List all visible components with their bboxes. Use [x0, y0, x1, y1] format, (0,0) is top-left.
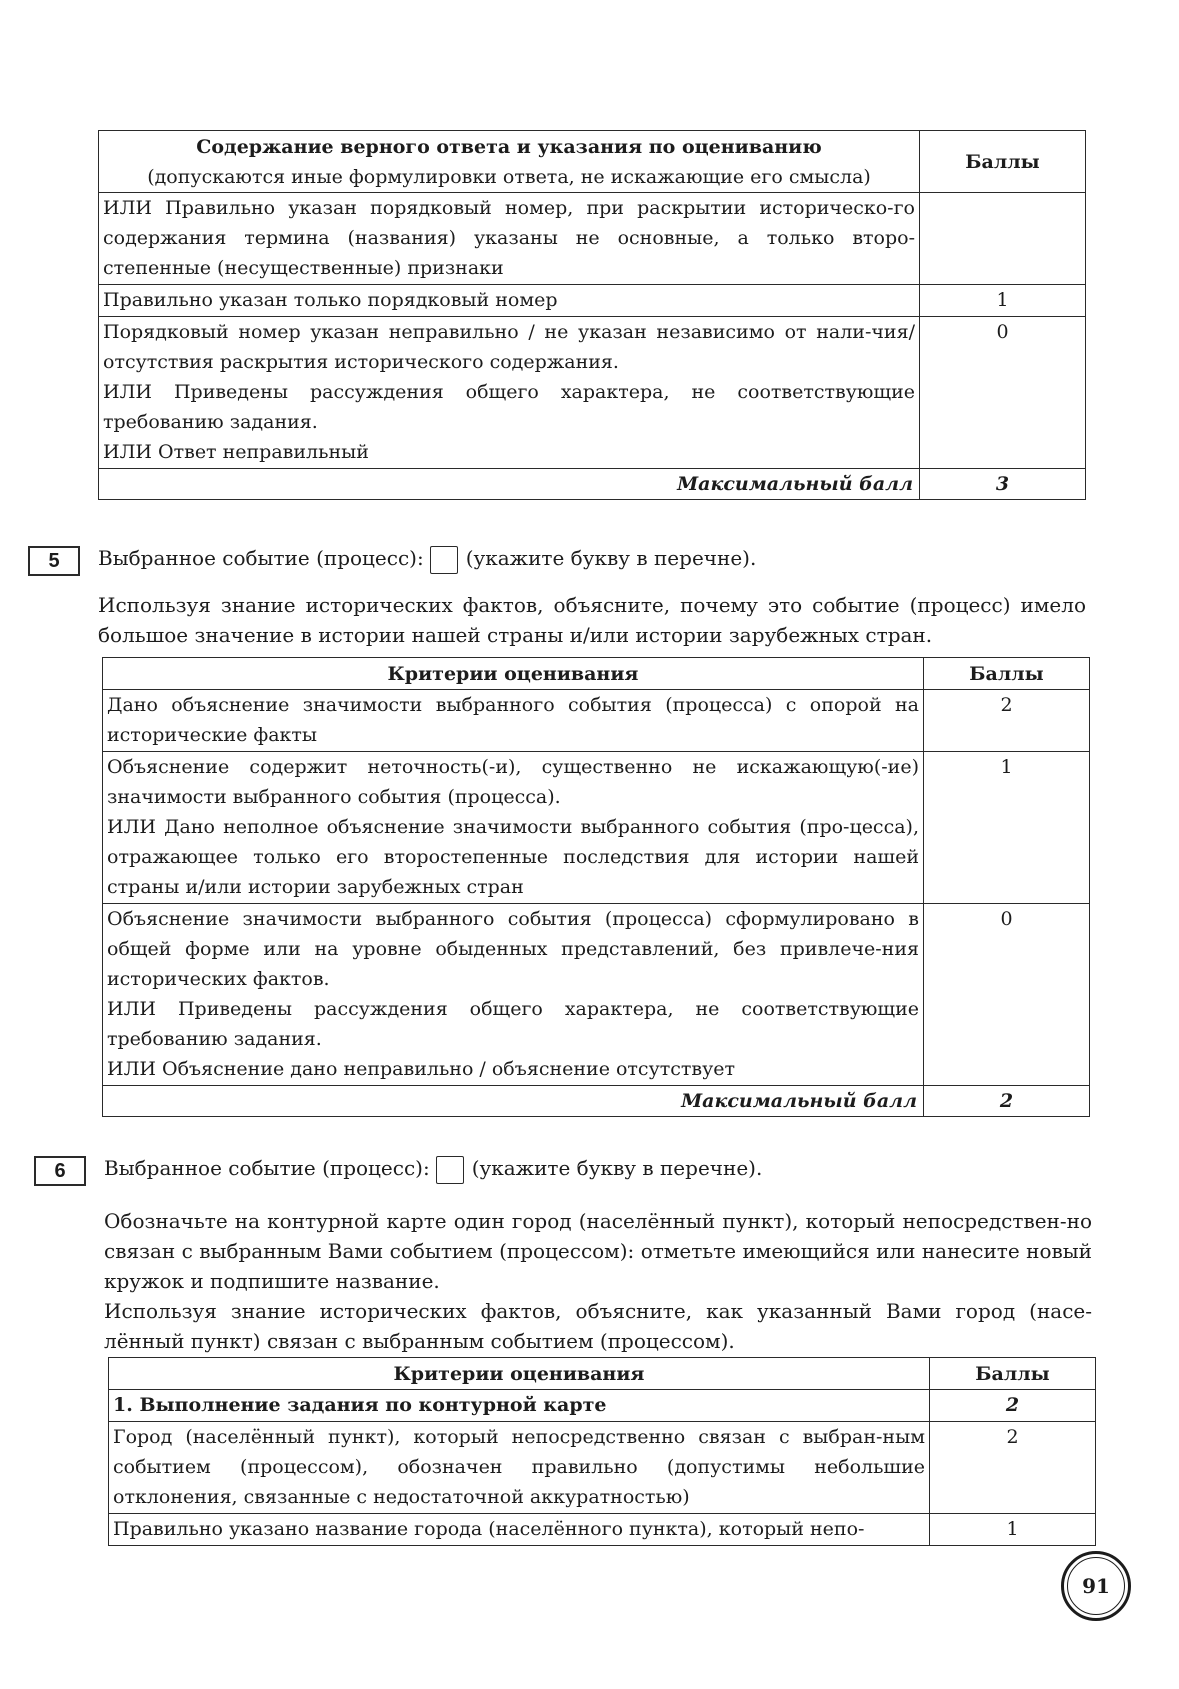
- criterion-score: 0: [920, 317, 1086, 469]
- criterion-score: 1: [920, 285, 1086, 317]
- table-row: [109, 1514, 1096, 1546]
- table-header-row: [103, 658, 1090, 690]
- page-number-badge: [1061, 1551, 1131, 1621]
- scoring-table-task4: [98, 130, 1086, 500]
- page-number: 91: [1082, 1574, 1110, 1598]
- content-header-title: Содержание верного ответа и указания по оцениванию: [196, 135, 822, 158]
- score-header-cell: Баллы: [924, 658, 1090, 690]
- criterion-line: ИЛИ Объяснение дано неправильно / объяснение отсутствует: [107, 1058, 736, 1080]
- content-header-subtitle: (допускаются иные формулировки ответа, не искажающие его смысла): [147, 165, 871, 188]
- task6-selection-label: Выбранное событие (процесс):: [104, 1156, 430, 1180]
- task5-selection-line: [98, 544, 756, 574]
- task6-instruction-map: Обозначьте на контурной карте один город (населённый пункт), который непосредствен-но связан с выбранным Вами событием (процессом): отметьте имеющийся или нанесите новый кружок и подпишите название.: [104, 1209, 1092, 1293]
- criterion-score: 1: [924, 752, 1090, 904]
- criterion-text: ИЛИ Правильно указан порядковый номер, при раскрытии историческо-го содержания термина (названия) указаны не основные, а только второ-степенные (несущественные) признаки: [99, 193, 920, 285]
- section-score: 2: [930, 1390, 1096, 1422]
- criterion-text: [103, 752, 924, 904]
- table-row: [103, 690, 1090, 752]
- criterion-score: 2: [924, 690, 1090, 752]
- task5-selection-hint: (укажите букву в перечне).: [465, 546, 757, 570]
- criterion-text: [99, 317, 920, 469]
- criteria-header-cell: Критерии оценивания: [103, 658, 924, 690]
- task-number-6: 6: [34, 1156, 86, 1186]
- content-header-cell: [99, 131, 920, 193]
- criterion-score: 1: [930, 1514, 1096, 1546]
- criterion-line: ИЛИ Дано неполное объяснение значимости выбранного события (про-цесса), отражающее только его второстепенные последствия для истории нашей страны и/или истории зарубежных стран: [107, 816, 919, 898]
- criterion-text: Правильно указано название города (населённого пункта), который непо-: [109, 1514, 930, 1546]
- max-score-value: 2: [924, 1086, 1090, 1117]
- table-header-row: [109, 1358, 1096, 1390]
- table-row: [103, 904, 1090, 1086]
- criterion-line: Дано объяснение значимости выбранного события (процесса) с опорой на исторические факты: [107, 694, 919, 746]
- score-header-cell: Баллы: [930, 1358, 1096, 1390]
- section-row: [109, 1390, 1096, 1422]
- criterion-line: Объяснение содержит неточность(-и), существенно не искажающую(-ие) значимости выбранного события (процесса).: [107, 756, 919, 808]
- criterion-text: [103, 904, 924, 1086]
- table-row: [103, 752, 1090, 904]
- task6-instruction-explain: Используя знание исторических фактов, объясните, как указанный Вами город (насе-лённый пункт) связан с выбранным событием (процессом).: [104, 1299, 1092, 1353]
- task6-selection-hint: (укажите букву в перечне).: [471, 1156, 763, 1180]
- criterion-text: Правильно указан только порядковый номер: [99, 285, 920, 317]
- max-score-row: [103, 1086, 1090, 1117]
- criterion-text: Город (населённый пункт), который непосредственно связан с выбран-ным событием (процессом), обозначен правильно (допустимы небольшие отклонения, связанные с недостаточной аккуратностью): [109, 1422, 930, 1514]
- task6-selection-line: [104, 1154, 762, 1184]
- table-row: [109, 1422, 1096, 1514]
- criterion-score: [920, 193, 1086, 285]
- criterion-line: Объяснение значимости выбранного события (процесса) сформулировано в общей форме или на уровне обыденных представлений, без привлече-ния исторических фактов.: [107, 908, 919, 990]
- criterion-line: ИЛИ Приведены рассуждения общего характера, не соответствующие требованию задания.: [103, 381, 915, 433]
- max-score-value: 3: [920, 469, 1086, 500]
- task5-answer-box[interactable]: [430, 546, 458, 574]
- section-title: 1. Выполнение задания по контурной карте: [109, 1390, 930, 1422]
- task5-instruction: Используя знание исторических фактов, объясните, почему это событие (процесс) имело большое значение в истории нашей страны и/или истории зарубежных стран.: [98, 593, 1086, 647]
- scoring-table-task5: [102, 657, 1090, 1117]
- criterion-line: ИЛИ Приведены рассуждения общего характера, не соответствующие требованию задания.: [107, 998, 919, 1050]
- score-header-cell: Баллы: [920, 131, 1086, 193]
- scoring-table-task6: [108, 1357, 1096, 1546]
- task-number-5: 5: [28, 546, 80, 576]
- criterion-text: [103, 690, 924, 752]
- criterion-score: 0: [924, 904, 1090, 1086]
- task5-selection-label: Выбранное событие (процесс):: [98, 546, 424, 570]
- criterion-line: Порядковый номер указан неправильно / не указан независимо от нали-чия/отсутствия раскрытия исторического содержания.: [103, 321, 915, 373]
- max-score-label: Максимальный балл: [99, 469, 920, 500]
- table-row: [99, 317, 1086, 469]
- criterion-line: ИЛИ Ответ неправильный: [103, 441, 369, 463]
- table-row: [99, 193, 1086, 285]
- table-header-row: [99, 131, 1086, 193]
- table-row: [99, 285, 1086, 317]
- max-score-label: Максимальный балл: [103, 1086, 924, 1117]
- task6-answer-box[interactable]: [436, 1156, 464, 1184]
- criterion-score: 2: [930, 1422, 1096, 1514]
- max-score-row: [99, 469, 1086, 500]
- criteria-header-cell: Критерии оценивания: [109, 1358, 930, 1390]
